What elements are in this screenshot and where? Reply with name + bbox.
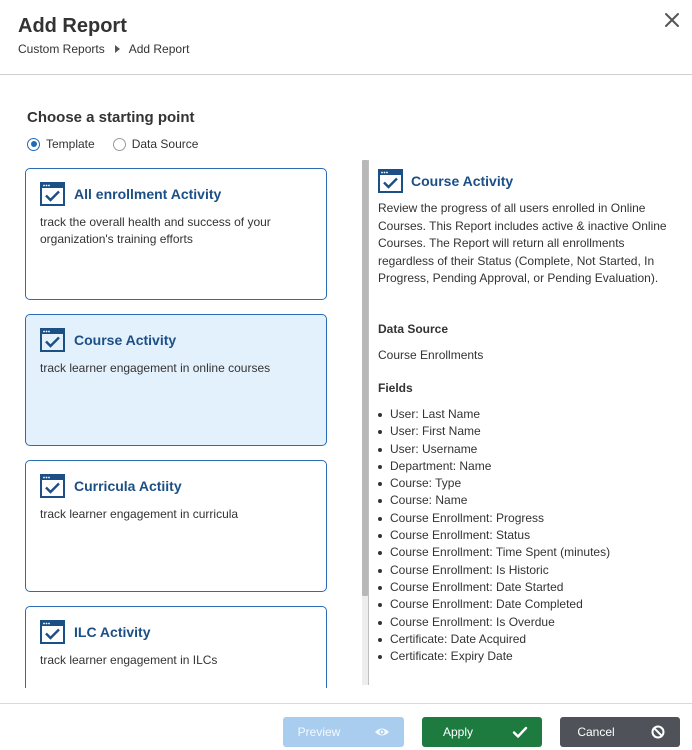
close-icon <box>662 10 682 30</box>
list-item: Course: Type <box>378 475 678 492</box>
detail-description: Review the progress of all users enrolled in Online Courses. This Report includes active & inactive Online Courses. The Report will return all enrollments regardless of their Status (Complete, Not Started, In Progress, Pending Approval, or Pending Evaluation). <box>378 201 667 285</box>
template-card-description: track the overall health and success of your organization's training efforts <box>40 215 271 246</box>
panel-divider <box>368 160 369 685</box>
report-template-icon <box>40 620 65 644</box>
eye-icon <box>374 725 390 739</box>
list-item: Certificate: Expiry Date <box>378 648 678 665</box>
checkmark-icon <box>512 725 528 739</box>
list-item: Course Enrollment: Time Spent (minutes) <box>378 544 678 561</box>
footer-divider <box>0 703 692 704</box>
dialog-header <box>0 0 692 75</box>
report-template-icon <box>40 182 65 206</box>
list-item: Course Enrollment: Is Overdue <box>378 614 678 631</box>
template-card-description: track learner engagement in online courses <box>40 361 271 375</box>
apply-button-label: Apply <box>442 725 474 739</box>
preview-button[interactable] <box>283 717 404 747</box>
radio-template[interactable] <box>27 137 95 151</box>
list-item: Course Enrollment: Date Completed <box>378 596 678 613</box>
template-card-course-activity[interactable] <box>25 314 327 446</box>
data-source-heading: Data Source <box>378 322 449 336</box>
list-item: Course Enrollment: Is Historic <box>378 562 678 579</box>
radio-template-label: Template <box>46 137 95 151</box>
page-title: Add Report <box>18 15 127 37</box>
template-card-all-enrollment-activity[interactable] <box>25 168 327 300</box>
list-item: User: Last Name <box>378 406 678 423</box>
template-card-title: Course Activity <box>74 332 177 348</box>
report-template-icon <box>40 328 65 352</box>
breadcrumb-add-report: Add Report <box>128 42 190 56</box>
breadcrumb <box>18 42 189 56</box>
data-source-value: Course Enrollments <box>378 348 484 362</box>
template-card-description: track learner engagement in ILCs <box>40 653 218 667</box>
cancel-circle-icon <box>650 725 666 739</box>
preview-button-label: Preview <box>297 725 341 739</box>
radio-data-source-indicator[interactable] <box>113 138 126 151</box>
template-card-title: ILC Activity <box>74 624 151 640</box>
report-template-icon <box>40 474 65 498</box>
template-list <box>0 160 350 688</box>
list-item: Course: Name <box>378 492 678 509</box>
list-item: Course Enrollment: Status <box>378 527 678 544</box>
fields-heading: Fields <box>378 381 413 395</box>
list-item: Certificate: Date Acquired <box>378 631 678 648</box>
section-title: Choose a starting point <box>27 109 195 126</box>
report-template-icon <box>378 169 403 193</box>
cancel-button[interactable] <box>560 717 680 747</box>
template-card-ilc-activity[interactable] <box>25 606 327 688</box>
radio-data-source[interactable] <box>113 137 199 151</box>
template-card-title: All enrollment Activity <box>74 186 222 202</box>
list-item: Department: Name <box>378 458 678 475</box>
cancel-button-label: Cancel <box>577 725 615 739</box>
fields-list <box>378 406 678 665</box>
template-card-description: track learner engagement in curricula <box>40 507 239 521</box>
radio-data-source-label: Data Source <box>131 137 199 151</box>
starting-point-radio-group <box>27 137 216 151</box>
apply-button[interactable] <box>422 717 542 747</box>
list-item: User: Username <box>378 441 678 458</box>
detail-title: Course Activity <box>411 173 514 189</box>
list-item: Course Enrollment: Progress <box>378 510 678 527</box>
breadcrumb-separator-icon <box>115 45 120 53</box>
list-item: User: First Name <box>378 423 678 440</box>
list-item: Course Enrollment: Date Started <box>378 579 678 596</box>
radio-template-indicator[interactable] <box>27 138 40 151</box>
template-card-title: Curricula Actiity <box>74 478 182 494</box>
breadcrumb-custom-reports[interactable]: Custom Reports <box>18 42 105 56</box>
template-card-curricula-activity[interactable] <box>25 460 327 592</box>
close-button[interactable] <box>662 10 682 30</box>
